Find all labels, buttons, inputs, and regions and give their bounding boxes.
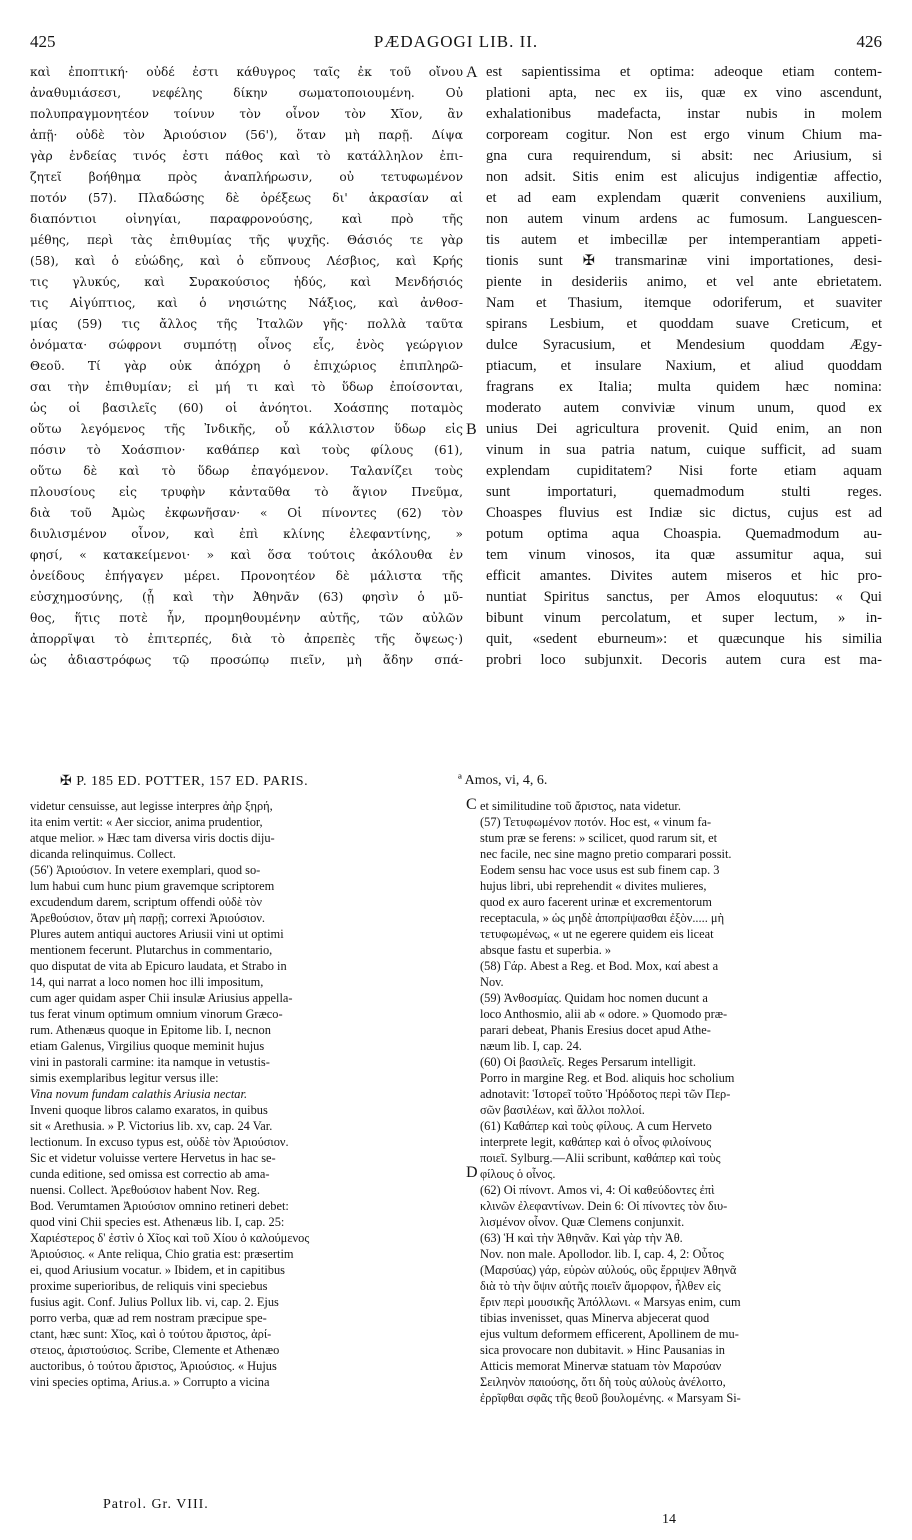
note-line: fusius agit. Conf. Julius Pollux lib. vi, cap. 2. Ejus — [30, 1295, 279, 1309]
note-line: vini species optima, Arius.a. » Corrupto a vicina — [30, 1375, 270, 1389]
note-line: lectionum. In excuso typus est, οὐδὲ τὸν Ἀριούσιον. — [30, 1135, 289, 1149]
note-line: adnotavit: Ἱστορεῖ τοῦτο Ἡρόδοτος περὶ τῶν Περ- — [480, 1087, 731, 1101]
note-line: cunda editione, sed omissa est correctio ab ama- — [30, 1167, 270, 1181]
greek-text-line: φησί, « κατακείμενοι· » καὶ ὅσα τούτοις ἀκόλουθα ἐν — [30, 548, 463, 562]
note-line: et similitudine τοῦ ἄριστος, nata videtur. — [480, 799, 681, 813]
notes-right-column — [480, 798, 882, 1406]
note-line: Nov. non male. Apollodor. lib. I, cap. 4, 2: Οὗτος — [480, 1247, 724, 1261]
note-line: ἐρρῖφθαι σφᾶς τῆς θεοῦ βουλομένης. « Marsyam Si- — [480, 1391, 741, 1405]
note-line: mentionem fecerunt. Plutarchus in commentario, — [30, 943, 273, 957]
note-line: porro verba, quæ ad rem nostram præcipue spe- — [30, 1311, 267, 1325]
note-line: Vina novum fundam calathis Ariusia nectar. — [30, 1087, 248, 1101]
note-line: (61) Καθάπερ καὶ τοὺς φίλους. A cum Herveto — [480, 1119, 712, 1133]
latin-text-line: tionis sunt ✠ transmarinæ vini importationes, desi- — [486, 253, 882, 269]
greek-text-line: τις γλυκύς, καὶ Συρακούσιος ἡδύς, καὶ Μενδήσιός — [30, 275, 463, 289]
latin-text-line: exhalationibus madefacta, instar nubis in molem — [486, 106, 882, 122]
note-line: (57) Τετυφωμένον ποτόν. Hoc est, « vinum fa- — [480, 815, 712, 829]
note-line: Ἀριούσιος. « Ante reliqua, Chio gratia est: præsertim — [30, 1247, 294, 1261]
note-line: nec facile, nec sine magno pretio comparari possit. — [480, 847, 732, 861]
latin-text-line: corpoream cogitur. Non est ergo vinum Chium ma- — [486, 127, 882, 143]
latin-text-line: non autem vinum ardens ac fumosum. Languescen- — [486, 211, 882, 227]
note-line: στειος, ἀριστούσιος. Scribe, Clemente et Athenæo — [30, 1343, 280, 1357]
latin-text-line: probri loco subjunxit. Decoris autem cura est ma- — [486, 652, 882, 668]
note-line: parari debeat, Phanis Eresius docet apud Athe- — [480, 1023, 711, 1037]
note-line: ejus vultum deformem efficerent, Apollinem de mu- — [480, 1327, 739, 1341]
latin-text-line: moderato autem conviviæ vinum unum, quod ex — [486, 400, 882, 416]
note-line: (56') Ἀριούσιον. In vetere exemplari, quod so- — [30, 863, 261, 877]
margin-letter-d: D — [466, 1164, 478, 1181]
latin-text-line: Choaspes fluvius est Indiæ sic dictus, cujus est ad — [486, 505, 882, 521]
page-header — [30, 32, 882, 56]
note-line: 14, qui narrat a loco nomen hoc illi impositum, — [30, 975, 264, 989]
signature-mark: 14 — [662, 1512, 676, 1527]
note-line: (62) Οἱ πίνοντ. Amos vi, 4: Οἱ καθεύδοντες ἐπὶ — [480, 1183, 715, 1197]
greek-text-line: θος, ἥτις ποτὲ ἦν, προμηθουμένην αὐτῆς, τῶν αὐλῶν — [30, 611, 463, 625]
latin-text-line: dulce Syracusium, et Mendesium quoddam Ægy- — [486, 337, 882, 353]
note-line: simis exemplaribus legitur versus ille: — [30, 1071, 219, 1085]
greek-text-line: πολυπραγμονητέον τοίνυν τὸν οἶνον τὸν Χῖον, ἂν — [30, 107, 463, 121]
note-line: vini in pastorali carmine: ita namque in vetustis- — [30, 1055, 270, 1069]
margin-letter-b: B — [466, 421, 477, 438]
note-line: quod vini Chii species est. Athenæus lib. I, cap. 25: — [30, 1215, 285, 1229]
note-line: etiam Galenus, Virgilius quoque meminit hujus — [30, 1039, 265, 1053]
note-line: sit « Arethusia. » P. Victorius lib. xv, cap. 24 Var. — [30, 1119, 273, 1133]
latin-text-line: quit, «sedent eburneum»: et quæcunque his similia — [486, 631, 882, 647]
greek-text-line: ζητεῖ βοήθημα πρὸς ἀναπλήρωσιν, οὐ τετυφωμένον — [30, 170, 463, 184]
latin-text-line: sunt importaturi, quemadmodum stulti reges. — [486, 484, 882, 500]
greek-text-line: μέθης, περὶ τὰς ἐπιθυμίας τῆς ψυχῆς. Θάσιός τε γὰρ — [30, 233, 463, 247]
greek-text-line: (58), καὶ ὁ εὐώδης, καὶ ὁ εὔπνους Λέσβιος, καὶ Κρής — [30, 254, 463, 268]
note-line: atque melior. » Hæc tam diversa viris doctis diju- — [30, 831, 275, 845]
left-page-number: 425 — [30, 32, 56, 51]
greek-text-line: πόσιν τὸ Χοάσπιον· καθάπερ καὶ τοὺς φίλους (61), — [30, 443, 463, 457]
note-line: nuensi. Collect. Ἀρεθούσιον habent Nov. Reg. — [30, 1183, 260, 1197]
note-line: rum. Athenæus quoque in Epitome lib. I, necnon — [30, 1023, 271, 1037]
latin-text-line: nuntiat Spiritus sanctus, per Amos eloquutus: « Qui — [486, 589, 882, 605]
latin-text-line: ptiacum, et insulare Naxium, et aliud quoddam — [486, 358, 882, 374]
note-line: Σειληνὸν παιούσης, ὅτι δὴ τοὺς αὐλοὺς ἀνέλοιτο, — [480, 1375, 726, 1389]
edition-reference-line — [30, 773, 882, 793]
greek-text-line: πλουσίους εἰς τρυφὴν κἀνταῦθα τὸ ἅγιον Πνεῦμα, — [30, 485, 463, 499]
note-line: ita enim vertit: « Aer siccior, anima prudentior, — [30, 815, 263, 829]
latin-text-line: non adsit. Sitis enim est alicujus indigentiæ affectio, — [486, 169, 882, 185]
latin-text-line: et ad eam explendam quærit conveniens auxilium, — [486, 190, 882, 206]
note-line: absque fastu et superbia. » — [480, 943, 612, 957]
greek-text-line: καὶ ἐποπτική· οὐδέ ἐστι κάθυγρος ταῖς ἐκ τοῦ οἴνου — [30, 65, 463, 79]
greek-text-line: διαπόντιοι οἰνηγίαι, παραφρονούσης, καὶ πρὸ τῆς — [30, 212, 463, 226]
greek-text-line: ὡς οἱ βασιλεῖς (60) οἱ ἀνόητοι. Χοάσπης ποταμὸς — [30, 401, 463, 415]
latin-text-line: potum optima aqua Choaspia. Quemadmodum au- — [486, 526, 882, 542]
greek-text-line: οὕτω λεγόμενος τῆς Ἰνδικῆς, οὗ κάλλιστον ὕδωρ εἰς — [30, 422, 463, 436]
greek-text-line: σαι τὴν ἐπιθυμίαν; εἰ μή τι καὶ τὸ ὕδωρ ἐποίσονται, — [30, 380, 463, 394]
note-line: φίλους ὁ οἶνος. — [480, 1167, 556, 1181]
right-page-number: 426 — [856, 32, 882, 51]
note-line: ctant, hæc sunt: Χῖος, καὶ ὁ τούτου ἄριστος, ἀρί- — [30, 1327, 272, 1341]
note-line: Χαριέστερος δ' ἐστὶν ὁ Χῖος καὶ τοῦ Χίου ὁ καλούμενος — [30, 1231, 310, 1245]
greek-text-line: γὰρ ἐνδείας τινός ἐστι πάθος καὶ τὸ κατάλληλον ἐπι- — [30, 149, 463, 163]
greek-text-line: ὀνόματα· σώφρονι συμπότῃ οἶνος εἷς, ἑνὸς γεώργιον — [30, 338, 463, 352]
note-line: (58) Γάρ. Abest a Reg. et Bod. Mox, καί abest a — [480, 959, 719, 973]
greek-text-line: ἀπῇ· οὐδὲ τὸν Ἀριούσιον (56'), ὅταν μὴ παρῇ. Δίψα — [30, 128, 463, 142]
amos-reference: ª Amos, vi, 4, 6. — [458, 773, 548, 788]
note-line: Atticis memorat Minervæ statuam τὸν Μαρσύαν — [480, 1359, 722, 1373]
greek-text-line: ὀνείδους ἐπήγαγεν μέρει. Προνοητέον δὲ μάλιστα τῆς — [30, 569, 463, 583]
note-line: loco Anthosmio, alii ab « odore. » Quomodo præ- — [480, 1007, 728, 1021]
note-line: cum ager quidam asper Chii insulæ Ariusius appella- — [30, 991, 293, 1005]
note-line: ποιεῖ. Sylburg.—Alii scribunt, καθάπερ καὶ τοὺς — [480, 1151, 721, 1165]
latin-text-line: explendam cupiditatem? Nisi forte etiam aquam — [486, 463, 882, 479]
note-line: Bod. Verumtamen Ἀριούσιον omnino retineri debet: — [30, 1199, 289, 1213]
latin-text-line: tis autem et imbecillæ per intemperantiam appeti- — [486, 232, 882, 248]
note-line: Porro in margine Reg. et Bod. aliquis hoc scholium — [480, 1071, 735, 1085]
greek-text-line: ἀναθυμιάσεσι, νεφέλης δίκην σωματοποιουμένη. Οὐ — [30, 86, 463, 100]
latin-text-line: piente in desideriis animo, et vel ante ebrietatem. — [486, 274, 882, 290]
note-line: Ἀρεθούσιον, ὅταν μὴ παρῇ; correxi Ἀριούσιον. — [30, 911, 266, 925]
latin-text-line: fragrans ex Italia; multa quidem hæc nomina: — [486, 379, 882, 395]
note-line: Nov. — [480, 975, 504, 989]
note-line: (63) Ἡ καὶ τὴν Ἀθηνᾶν. Καὶ γὰρ τὴν Ἀθ. — [480, 1231, 683, 1245]
note-line: ἔριν περὶ μουσικῆς Ἀπόλλωνι. « Marsyas enim, cum — [480, 1295, 741, 1309]
note-line: stum præ se ferens: » scilicet, quod rarum sit, et — [480, 831, 718, 845]
latin-text-line: vinum in sua patria natum, cuique sufficit, ad suam — [486, 442, 882, 458]
margin-letter-c: C — [466, 796, 477, 813]
note-line: Plures autem antiqui auctores Ariusii vini ut optimi — [30, 927, 284, 941]
note-line: (Μαρσύας) γάρ, εὑρὼν αὐλούς, οὓς ἔρριψεν Ἀθηνᾶ — [480, 1263, 737, 1277]
note-line: κλινῶν ἐλεφαντίνων. Dein 6: Οἱ πίνοντες τὸν διυ- — [480, 1199, 728, 1213]
note-line: tus ferat vinum optimum omnium vinorum Græco- — [30, 1007, 283, 1021]
note-line: ei, quod Ariusium vocatur. » Ibidem, et in capitibus — [30, 1263, 285, 1277]
note-line: quo disputat de vita ab Epicuro laudata, et Strabo in — [30, 959, 287, 973]
note-line: proxime superioribus, de reliquis vini speciebus — [30, 1279, 268, 1293]
note-line: sica provocare non dubitavit. » Hinc Pausanias in — [480, 1343, 725, 1357]
note-line: σῶν βασιλέων, καὶ ἄλλοι πολλοί. — [480, 1103, 645, 1117]
greek-text-line: εὐσχημοσύνης, (ᾗ καὶ τὴν Ἀθηνᾶν (63) φησὶν ὁ μῦ- — [30, 590, 463, 604]
note-line: Inveni quoque libros calamo exaratos, in quibus — [30, 1103, 268, 1117]
note-line: excudendum darem, scriptum offendi οὐδὲ τὸν — [30, 895, 262, 909]
note-line: interprete legit, καθάπερ καὶ ὁ οἶνος φιλοίνους — [480, 1135, 712, 1149]
note-line: (60) Οἱ βασιλεῖς. Reges Persarum intelligit. — [480, 1055, 696, 1069]
greek-text-line: οὕτω δὲ καὶ τὸ ὕδωρ ἐπαγόμενον. Ταλανίζει τοὺς — [30, 464, 463, 478]
note-line: λισμένον οἶνον. Quæ Clemens conjunxit. — [480, 1215, 685, 1229]
note-line: Eodem sensu hac voce usus est sub finem cap. 3 — [480, 863, 720, 877]
greek-text-column — [30, 62, 463, 671]
series-footer: Patrol. Gr. VIII. — [103, 1497, 209, 1512]
latin-text-line: gna cura requirendum, si absit: nec Ariusium, si — [486, 148, 882, 164]
greek-text-line: Θεοῦ. Τί γὰρ οὐκ ἀπόχρη ὁ ἐπιχώριος ἐπιπληρῶ- — [30, 359, 463, 373]
latin-text-line: bibunt vinum percolatum, et super lectum, » in- — [486, 610, 882, 626]
greek-text-line: μίας (59) τις ἄλλος τῆς Ἰταλῶν γῆς· πολλὰ ταῦτα — [30, 317, 463, 331]
note-line: (59) Ἀνθοσμίας. Quidam hoc nomen ducunt a — [480, 991, 708, 1005]
notes-left-column — [30, 798, 462, 1390]
note-line: tibias invenisset, quas Minerva abjecerat quod — [480, 1311, 710, 1325]
running-title: PÆDAGOGI LIB. II. — [373, 32, 539, 51]
greek-text-line: διυλισμένον οἶνον, καὶ ἐπὶ κλίνης ἐλεφαντίνης, » — [30, 527, 463, 541]
note-line: Sic et videtur voluisse vertere Hervetus in hac se- — [30, 1151, 276, 1165]
latin-text-line: spirans Lesbium, et quoddam suave Creticum, et — [486, 316, 882, 332]
latin-text-line: plationi apta, nec ex iis, quæ ex vino ascendunt, — [486, 85, 882, 101]
latin-text-line: unius Dei agricultura provenit. Quid enim, an non — [486, 421, 882, 437]
note-line: lum habui cum hunc pium gravemque scriptorem — [30, 879, 275, 893]
greek-text-line: τις Αἰγύπτιος, καὶ ὁ νησιώτης Νάξιος, καὶ ἀνθοσ- — [30, 296, 463, 310]
note-line: hujus libri, ubi reprehendit « divites mulieres, — [480, 879, 707, 893]
note-line: διὰ τὸ τὴν ὄψιν αὐτῆς ποιεῖν ἄμορφον, ἦλθεν εἰς — [480, 1279, 721, 1293]
greek-text-line: ἀπορρῖψαι τὸ ἐπιτερπές, διὰ τὸ ἀπρεπὲς τῆς ὄψεως·) — [30, 632, 463, 646]
latin-text-line: tem vinum vinosos, ita quæ assumitur aqua, sui — [486, 547, 882, 563]
note-line: τετυφωμένως, « ut ne egerere quidem eis liceat — [480, 927, 714, 941]
greek-text-line: ποτόν (57). Πλαδώσης δὲ ὀρέξεως δι' ἀκρασίαν αἱ — [30, 191, 463, 205]
latin-text-line: efficit amantes. Divites autem miseros et hic pro- — [486, 568, 882, 584]
margin-letter-a: A — [466, 64, 478, 81]
latin-text-line: est sapientissima et optima: adeoque etiam contem- — [486, 64, 882, 80]
potter-edition-reference: ✠ P. 185 ED. POTTER, 157 ED. PARIS. — [60, 774, 309, 789]
note-line: videtur censuisse, aut legisse interpres ἀὴρ ξηρή, — [30, 799, 273, 813]
latin-text-line: Nam et Thasium, itemque odoriferum, et suaviter — [486, 295, 882, 311]
note-line: auctoribus, ὁ τούτου ἄριστος, Ἀριούσιος. « Hujus — [30, 1359, 277, 1373]
greek-text-line: ὡς ἀδιαστρόφως τῷ προσώπῳ πιεῖν, μὴ ἄδην σπά- — [30, 653, 463, 667]
greek-text-line: διὰ τοῦ Ἀμὼς ἐκφωνῆσαν· « Οἱ πίνοντες (62) τὸν — [30, 506, 463, 520]
note-line: receptacula, » ὡς μηδὲ ἀποπρίψασθαι ἐξὸν..... μὴ — [480, 911, 725, 925]
latin-text-column — [486, 62, 882, 671]
note-line: quod ex auro facerent urinæ et excrementorum — [480, 895, 712, 909]
note-line: næum lib. I, cap. 24. — [480, 1039, 582, 1053]
note-line: dicanda relinquimus. Collect. — [30, 847, 176, 861]
